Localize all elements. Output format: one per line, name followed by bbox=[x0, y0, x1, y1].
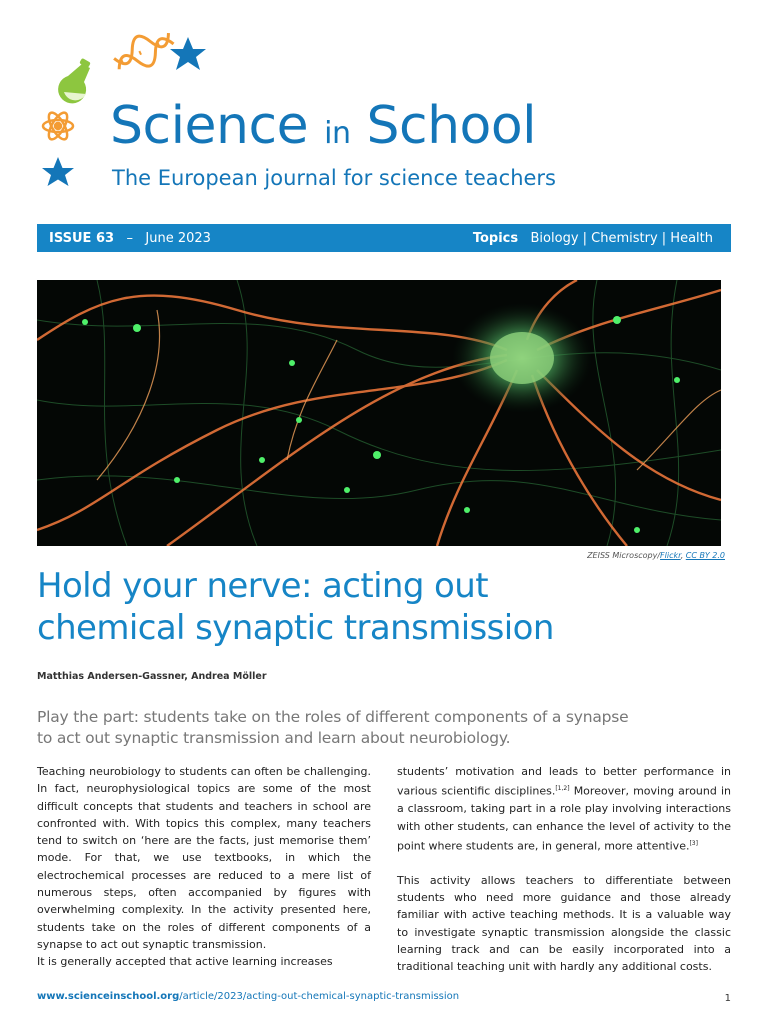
brand-science: Science bbox=[110, 96, 309, 156]
article-title: Hold your nerve: acting out chemical synaptic transmission bbox=[37, 566, 554, 648]
brand-wordmark[interactable] bbox=[110, 95, 536, 165]
topics-label: Topics bbox=[472, 230, 519, 246]
tagline: The European journal for science teachers bbox=[112, 166, 556, 190]
star-icon bbox=[170, 37, 206, 70]
issue-info bbox=[49, 231, 211, 246]
body-column-1 bbox=[37, 763, 371, 971]
reference[interactable]: [3] bbox=[689, 839, 698, 847]
flask-icon bbox=[58, 58, 91, 103]
topics-list[interactable]: Biology | Chemistry | Health bbox=[530, 230, 713, 246]
atom-icon bbox=[43, 110, 73, 142]
flickr-link[interactable]: Flickr bbox=[660, 551, 681, 560]
page-number: 1 bbox=[724, 993, 731, 1004]
dna-icon bbox=[110, 30, 178, 78]
star-icon bbox=[42, 157, 74, 186]
issue-date: June 2023 bbox=[145, 230, 211, 246]
body-column-2 bbox=[397, 763, 731, 976]
brand-in: in bbox=[324, 116, 351, 151]
neuron-image bbox=[37, 280, 721, 546]
issue-bar bbox=[37, 224, 731, 252]
image-credit: ZEISS Microscopy/Flickr, CC BY 2.0 bbox=[587, 551, 725, 560]
article-lead: Play the part: students take on the roles of different components of a synapse to act out synaptic transmission and learn about neurobiology. bbox=[37, 708, 629, 747]
paragraph: Teaching neurobiology to students can often be challenging. In fact, neurophysiological topics are some of the most difficult concepts that students and teachers in school are confronted with. With topics this complex, many teachers tend to switch on ‘here are the facts, just memorise them’ mode. For that, we use textbooks, in which the electrochemical processes are reduced to a mere list of numerous steps, often accompanied by figures with overwhelming complexity. In the activity presented here, students take on the roles of different components of a synapse to act out synaptic transmission. bbox=[37, 765, 371, 951]
reference[interactable]: [1,2] bbox=[555, 785, 570, 793]
paragraph: It is generally accepted that active learning increases bbox=[37, 955, 333, 969]
paragraph: This activity allows teachers to differentiate between students who need more guidance and those already familiar with active teaching methods. It is a valuable way to investigate synaptic transmission alongside the classic learning track and can be easily incorporated into a traditional teaching unit with hardly any additional costs. bbox=[397, 873, 731, 974]
topics-info bbox=[473, 231, 713, 246]
article-authors: Matthias Andersen-Gassner, Andrea Möller bbox=[37, 671, 267, 682]
brand-school: School bbox=[366, 96, 537, 156]
issue-separator: – bbox=[126, 230, 133, 246]
license-link[interactable]: CC BY 2.0 bbox=[685, 551, 725, 560]
issue-label: ISSUE 63 bbox=[49, 230, 115, 246]
paragraph: students’ motivation and leads to better performance in various scientific disciplines.[1,2] Moreover, moving around in a classroom, taking part in a role play involving interactions with other students, can enhance the level of activity to the point where students are, in general, more attentive.[3] bbox=[397, 765, 731, 853]
footer-url[interactable]: www.scienceinschool.org/article/2023/acting-out-chemical-synaptic-transmission bbox=[37, 991, 460, 1002]
